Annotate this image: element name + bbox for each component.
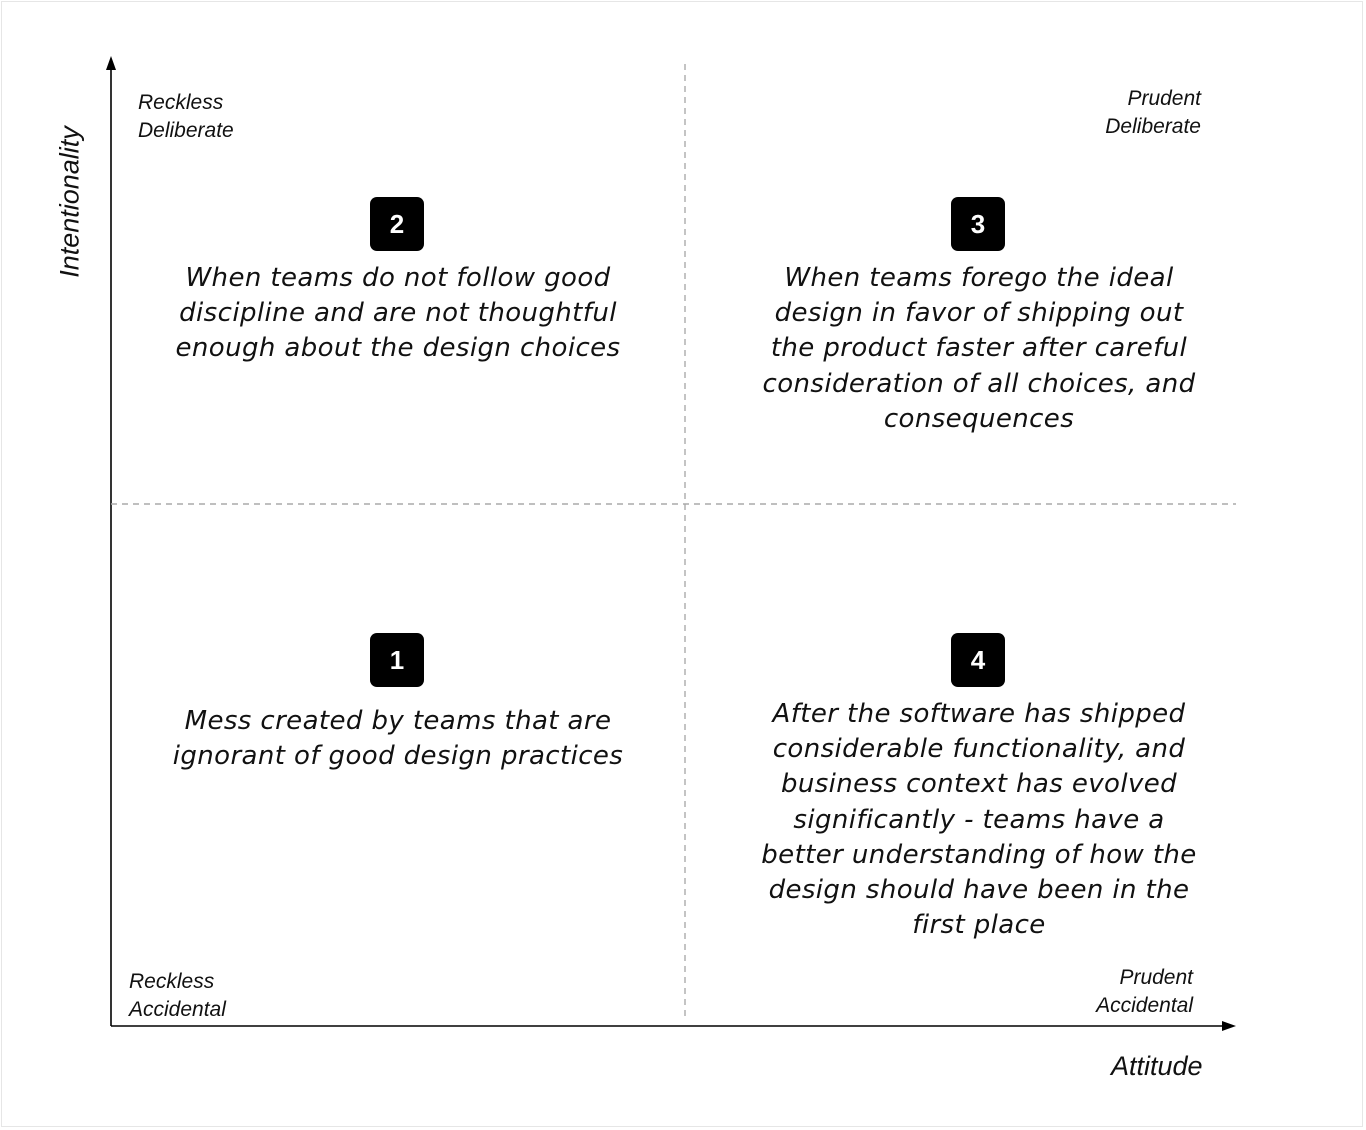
quadrant-3-badge: 3	[951, 197, 1005, 251]
corner-label-top-left: Reckless Deliberate	[138, 91, 234, 142]
quadrant-4-badge: 4	[951, 633, 1005, 687]
y-axis-arrowhead	[106, 56, 116, 70]
corner-label-bottom-left: Reckless Accidental	[129, 970, 226, 1021]
x-axis-arrowhead	[1222, 1021, 1236, 1031]
quadrant-3-description: When teams forego the ideal design in favor of shipping out the product faster after careful consideration of all choices, and consequences	[762, 263, 1196, 434]
y-axis-label: Intentionality	[54, 126, 85, 278]
quadrant-1-badge: 1	[370, 633, 424, 687]
quadrant-2-badge: 2	[370, 197, 424, 251]
corner-label-top-right: Prudent Deliberate	[1105, 87, 1201, 138]
quadrant-2-description: When teams do not follow good discipline and are not thoughtful enough about the design choices	[175, 263, 621, 364]
x-axis-label: Attitude	[1111, 1051, 1203, 1081]
quadrant-4-description: After the software has shipped considerable functionality, and business context has evolved significantly - teams have a better understanding of how the design should have been in the first place	[761, 699, 1197, 941]
corner-label-bottom-right: Prudent Accidental	[1096, 966, 1193, 1017]
quadrant-1-description: Mess created by teams that are ignorant of good design practices	[172, 706, 624, 772]
